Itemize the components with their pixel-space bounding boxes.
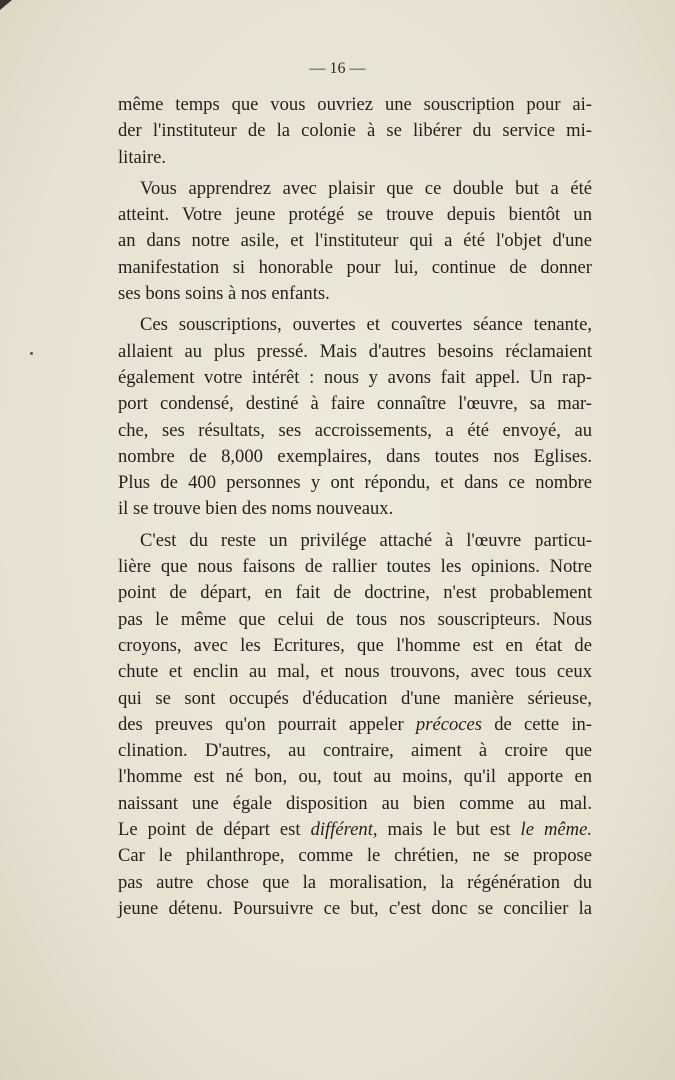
text-line: litaire. xyxy=(118,146,167,168)
text-line: pas autre chose que la moralisation, la régénération du xyxy=(118,871,592,893)
text-line: qui se sont occupés d'éducation d'une manière sérieuse, xyxy=(118,687,592,709)
text-line: jeune détenu. Poursuivre ce but, c'est donc se concilier la xyxy=(118,897,592,919)
text-line: point de départ, en fait de doctrine, n'est probablement xyxy=(118,582,592,604)
text-line: allaient au plus pressé. Mais d'autres besoins réclamaient xyxy=(118,340,592,362)
text-line: naissant une égale disposition au bien comme au mal. xyxy=(118,792,592,814)
text-line: der l'instituteur de la colonie à se libérer du service mi- xyxy=(118,120,592,142)
italic-emphasis: le même. xyxy=(520,819,592,841)
text-line: même temps que vous ouvriez une souscription pour ai- xyxy=(118,94,592,115)
text-line: Car le philanthrope, comme le chrétien, ne se propose xyxy=(118,845,592,867)
text-run: de cette in- xyxy=(481,713,592,735)
text-line: port condensé, destiné à faire connaître l'œuvre, sa mar- xyxy=(118,393,592,415)
page-corner-mark xyxy=(0,0,12,10)
text-line: il se trouve bien des noms nouveaux. xyxy=(118,498,394,520)
text-line xyxy=(118,817,592,843)
page-number: — 16 — xyxy=(309,60,366,77)
text-line: croyons, avec les Ecritures, que l'homme est en état de xyxy=(118,634,592,656)
text-run: mais le but est xyxy=(377,819,521,841)
text-run: Le point de départ est xyxy=(118,819,311,841)
text-line: ses bons soins à nos enfants. xyxy=(118,283,330,305)
body-text xyxy=(118,92,592,922)
text-line: che, ses résultats, ses accroissements, a été envoyé, au xyxy=(118,419,592,441)
text-line: clination. D'autres, au contraire, aiment à croire que xyxy=(118,740,592,762)
italic-emphasis: précoces xyxy=(415,713,482,735)
text-line: Ces souscriptions, ouvertes et couvertes séance tenante, xyxy=(140,314,592,336)
italic-emphasis: différent, xyxy=(310,819,378,841)
text-line: l'homme est né bon, ou, tout au moins, qu'il apporte en xyxy=(118,766,592,788)
text-line: également votre intérêt : nous y avons fait appel. Un rap- xyxy=(118,366,592,388)
text-line: pas le même que celui de tous nos souscripteurs. Nous xyxy=(118,608,592,630)
text-line: lière que nous faisons de rallier toutes les opinions. Notre xyxy=(118,556,592,578)
text-line: C'est du reste un privilége attaché à l'œuvre particu- xyxy=(140,529,592,551)
paper-speck xyxy=(30,352,33,355)
text-line: manifestation si honorable pour lui, continue de donner xyxy=(118,256,592,278)
text-line: nombre de 8,000 exemplaires, dans toutes nos Eglises. xyxy=(118,445,592,467)
text-line: Plus de 400 personnes y ont répondu, et dans ce nombre xyxy=(118,472,592,494)
text-line: an dans notre asile, et l'instituteur qui a été l'objet d'une xyxy=(118,230,592,252)
text-line: chute et enclin au mal, et nous trouvons, avec tous ceux xyxy=(118,661,592,683)
text-line xyxy=(118,712,592,738)
text-line: atteint. Votre jeune protégé se trouve depuis bientôt un xyxy=(118,204,592,226)
text-line: Vous apprendrez avec plaisir que ce double but a été xyxy=(140,177,592,199)
text-run: des preuves qu'on pourrait appeler xyxy=(118,713,416,735)
